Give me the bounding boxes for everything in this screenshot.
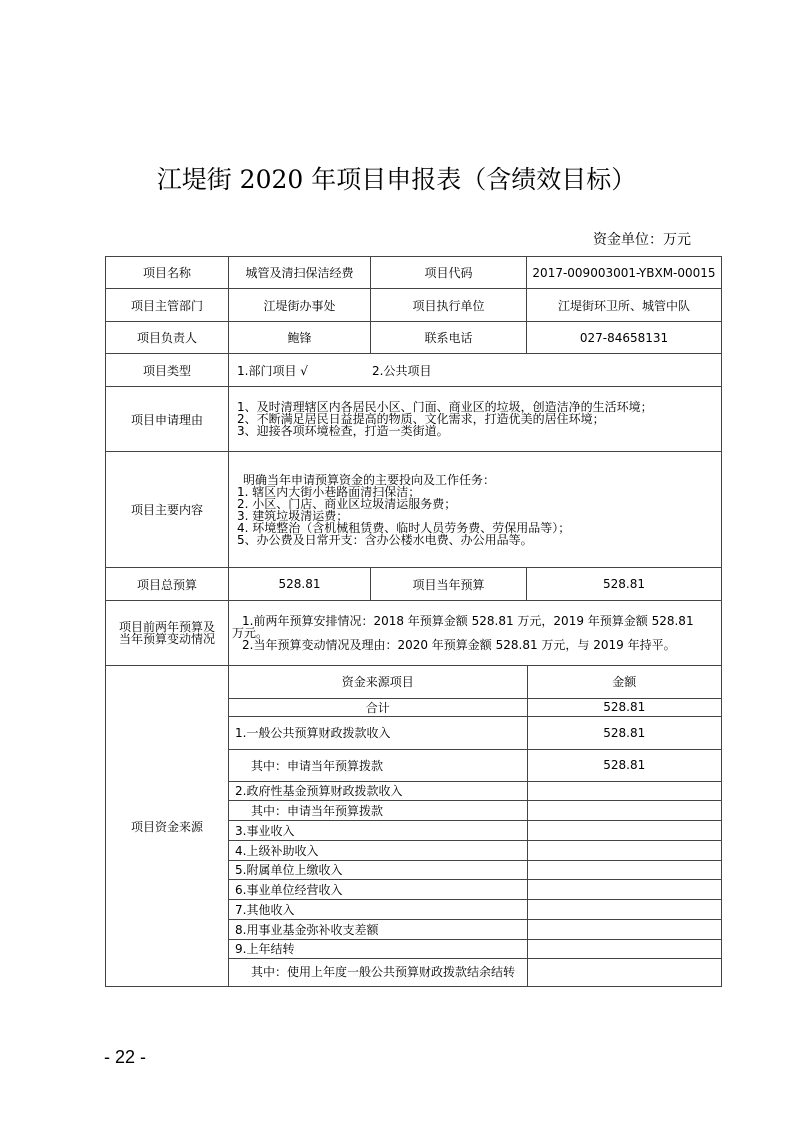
table-row [106, 322, 722, 354]
funding-item-amount [527, 919, 721, 939]
table-row [106, 666, 722, 987]
history-line: 2.当年预算变动情况及理由：2020 年预算金额 528.81 万元，与 2019 年持平。 [242, 638, 676, 652]
reason-line: 1、及时清理辖区内各居民小区、门面、商业区的垃圾，创造洁净的生活环境； [237, 400, 653, 414]
reason-label: 项目申请理由 [106, 387, 229, 452]
funding-item-label: 6.事业单位经营收入 [229, 879, 527, 899]
total-budget-value: 528.81 [229, 568, 371, 601]
funding-row [229, 716, 721, 749]
funding-item-label: 其中：申请当年预算拨款 [229, 749, 527, 781]
project-table [105, 256, 722, 987]
funding-item-amount [527, 781, 721, 800]
content-line: 4. 环境整治（含机械租赁费、临时人员劳务费、劳保用品等）； [237, 520, 571, 535]
content-value [229, 452, 722, 568]
funding-row [229, 899, 721, 919]
funding-row [229, 781, 721, 800]
table-row [106, 354, 722, 387]
history-value [229, 601, 722, 666]
funding-item-label: 3.事业收入 [229, 820, 527, 840]
funding-item-label: 其中：使用上年度一般公共预算财政拨款结余结转 [229, 958, 527, 986]
year-budget-value: 528.81 [527, 568, 722, 601]
table-row [106, 257, 722, 289]
funding-item-amount [527, 840, 721, 860]
funding-row [229, 840, 721, 860]
reason-value [229, 387, 722, 452]
funding-item-label: 其中：申请当年预算拨款 [229, 800, 527, 820]
project-name-label: 项目名称 [106, 257, 229, 289]
year-budget-label: 项目当年预算 [371, 568, 527, 601]
page-number: - 22 - [104, 1047, 147, 1067]
funding-header-item: 资金来源项目 [229, 666, 527, 698]
funding-item-label: 4.上级补助收入 [229, 840, 527, 860]
funding-item-amount [527, 860, 721, 879]
content-line: 2. 小区、门店、商业区垃圾清运服务费； [237, 496, 457, 511]
funding-row [229, 860, 721, 879]
funding-item-amount [527, 899, 721, 919]
funding-item-amount: 528.81 [527, 698, 721, 716]
phone-label: 联系电话 [371, 322, 527, 354]
history-label-line: 项目前两年预算及 [118, 620, 215, 634]
history-line: 1.前两年预算安排情况：2018 年预算金额 528.81 万元，2019 年预算金额 528.81 [242, 614, 694, 628]
funding-row [229, 939, 721, 958]
funding-item-label: 5.附属单位上缴收入 [229, 860, 527, 879]
type-value [229, 354, 722, 387]
dept-value: 江堤街办事处 [229, 289, 371, 322]
type-option-public: 2.公共项目 [372, 363, 432, 378]
reason-line: 3、迎接各项环境检查，打造一类街道。 [237, 424, 449, 438]
history-line: 万元。 [232, 626, 269, 640]
content-line: 1. 辖区内大街小巷路面清扫保洁； [237, 484, 421, 499]
funding-item-label: 9.上年结转 [229, 939, 527, 958]
exec-value: 江堤街环卫所、城管中队 [527, 289, 722, 322]
content-line: 3. 建筑垃圾清运费； [237, 508, 349, 523]
exec-label: 项目执行单位 [371, 289, 527, 322]
table-row [106, 289, 722, 322]
funding-item-amount: 528.81 [527, 716, 721, 749]
funding-header-row [229, 666, 721, 698]
project-name-value: 城管及清扫保洁经费 [229, 257, 371, 289]
leader-label: 项目负责人 [106, 322, 229, 354]
currency-unit: 资金单位：万元 [593, 232, 691, 248]
content-line: 5、办公费及日常开支：含办公楼水电费、办公用品等。 [237, 532, 533, 547]
funding-item-amount [527, 939, 721, 958]
funding-row [229, 919, 721, 939]
funding-item-label: 合计 [229, 698, 527, 716]
content-line: 明确当年申请预算资金的主要投向及工作任务： [243, 472, 496, 487]
funding-item-label: 1.一般公共预算财政拨款收入 [229, 716, 527, 749]
table-row [106, 387, 722, 452]
funding-row [229, 879, 721, 899]
funding-label: 项目资金来源 [106, 666, 229, 987]
funding-item-label: 8.用事业基金弥补收支差额 [229, 919, 527, 939]
reason-line: 2、不断满足居民日益提高的物质、文化需求，打造优美的居住环境； [237, 412, 605, 426]
table-row [106, 568, 722, 601]
content-label: 项目主要内容 [106, 452, 229, 568]
funding-item-amount [527, 879, 721, 899]
funding-item-label: 2.政府性基金预算财政拨款收入 [229, 781, 527, 800]
funding-header-amount: 金额 [527, 666, 721, 698]
funding-cell [229, 666, 722, 987]
funding-item-amount [527, 820, 721, 840]
history-label [106, 601, 229, 666]
funding-row [229, 749, 721, 781]
funding-item-amount [527, 800, 721, 820]
dept-label: 项目主管部门 [106, 289, 229, 322]
leader-value: 鲍锋 [229, 322, 371, 354]
funding-item-amount: 528.81 [527, 749, 721, 781]
project-code-value: 2017-009003001-YBXM-00015 [527, 257, 722, 289]
funding-row [229, 958, 721, 986]
funding-item-label: 7.其他收入 [229, 899, 527, 919]
funding-item-amount [527, 958, 721, 986]
table-row [106, 601, 722, 666]
history-label-line: 当年预算变动情况 [118, 632, 215, 646]
document-title: 江堤街 2020 年项目申报表（含绩效目标） [156, 165, 637, 194]
type-option-department: 1.部门项目 √ [237, 363, 308, 378]
funding-row [229, 698, 721, 716]
funding-row [229, 820, 721, 840]
funding-row [229, 800, 721, 820]
type-label: 项目类型 [106, 354, 229, 387]
project-code-label: 项目代码 [371, 257, 527, 289]
total-budget-label: 项目总预算 [106, 568, 229, 601]
table-row [106, 452, 722, 568]
funding-table [229, 666, 721, 986]
phone-value: 027-84658131 [527, 322, 722, 354]
